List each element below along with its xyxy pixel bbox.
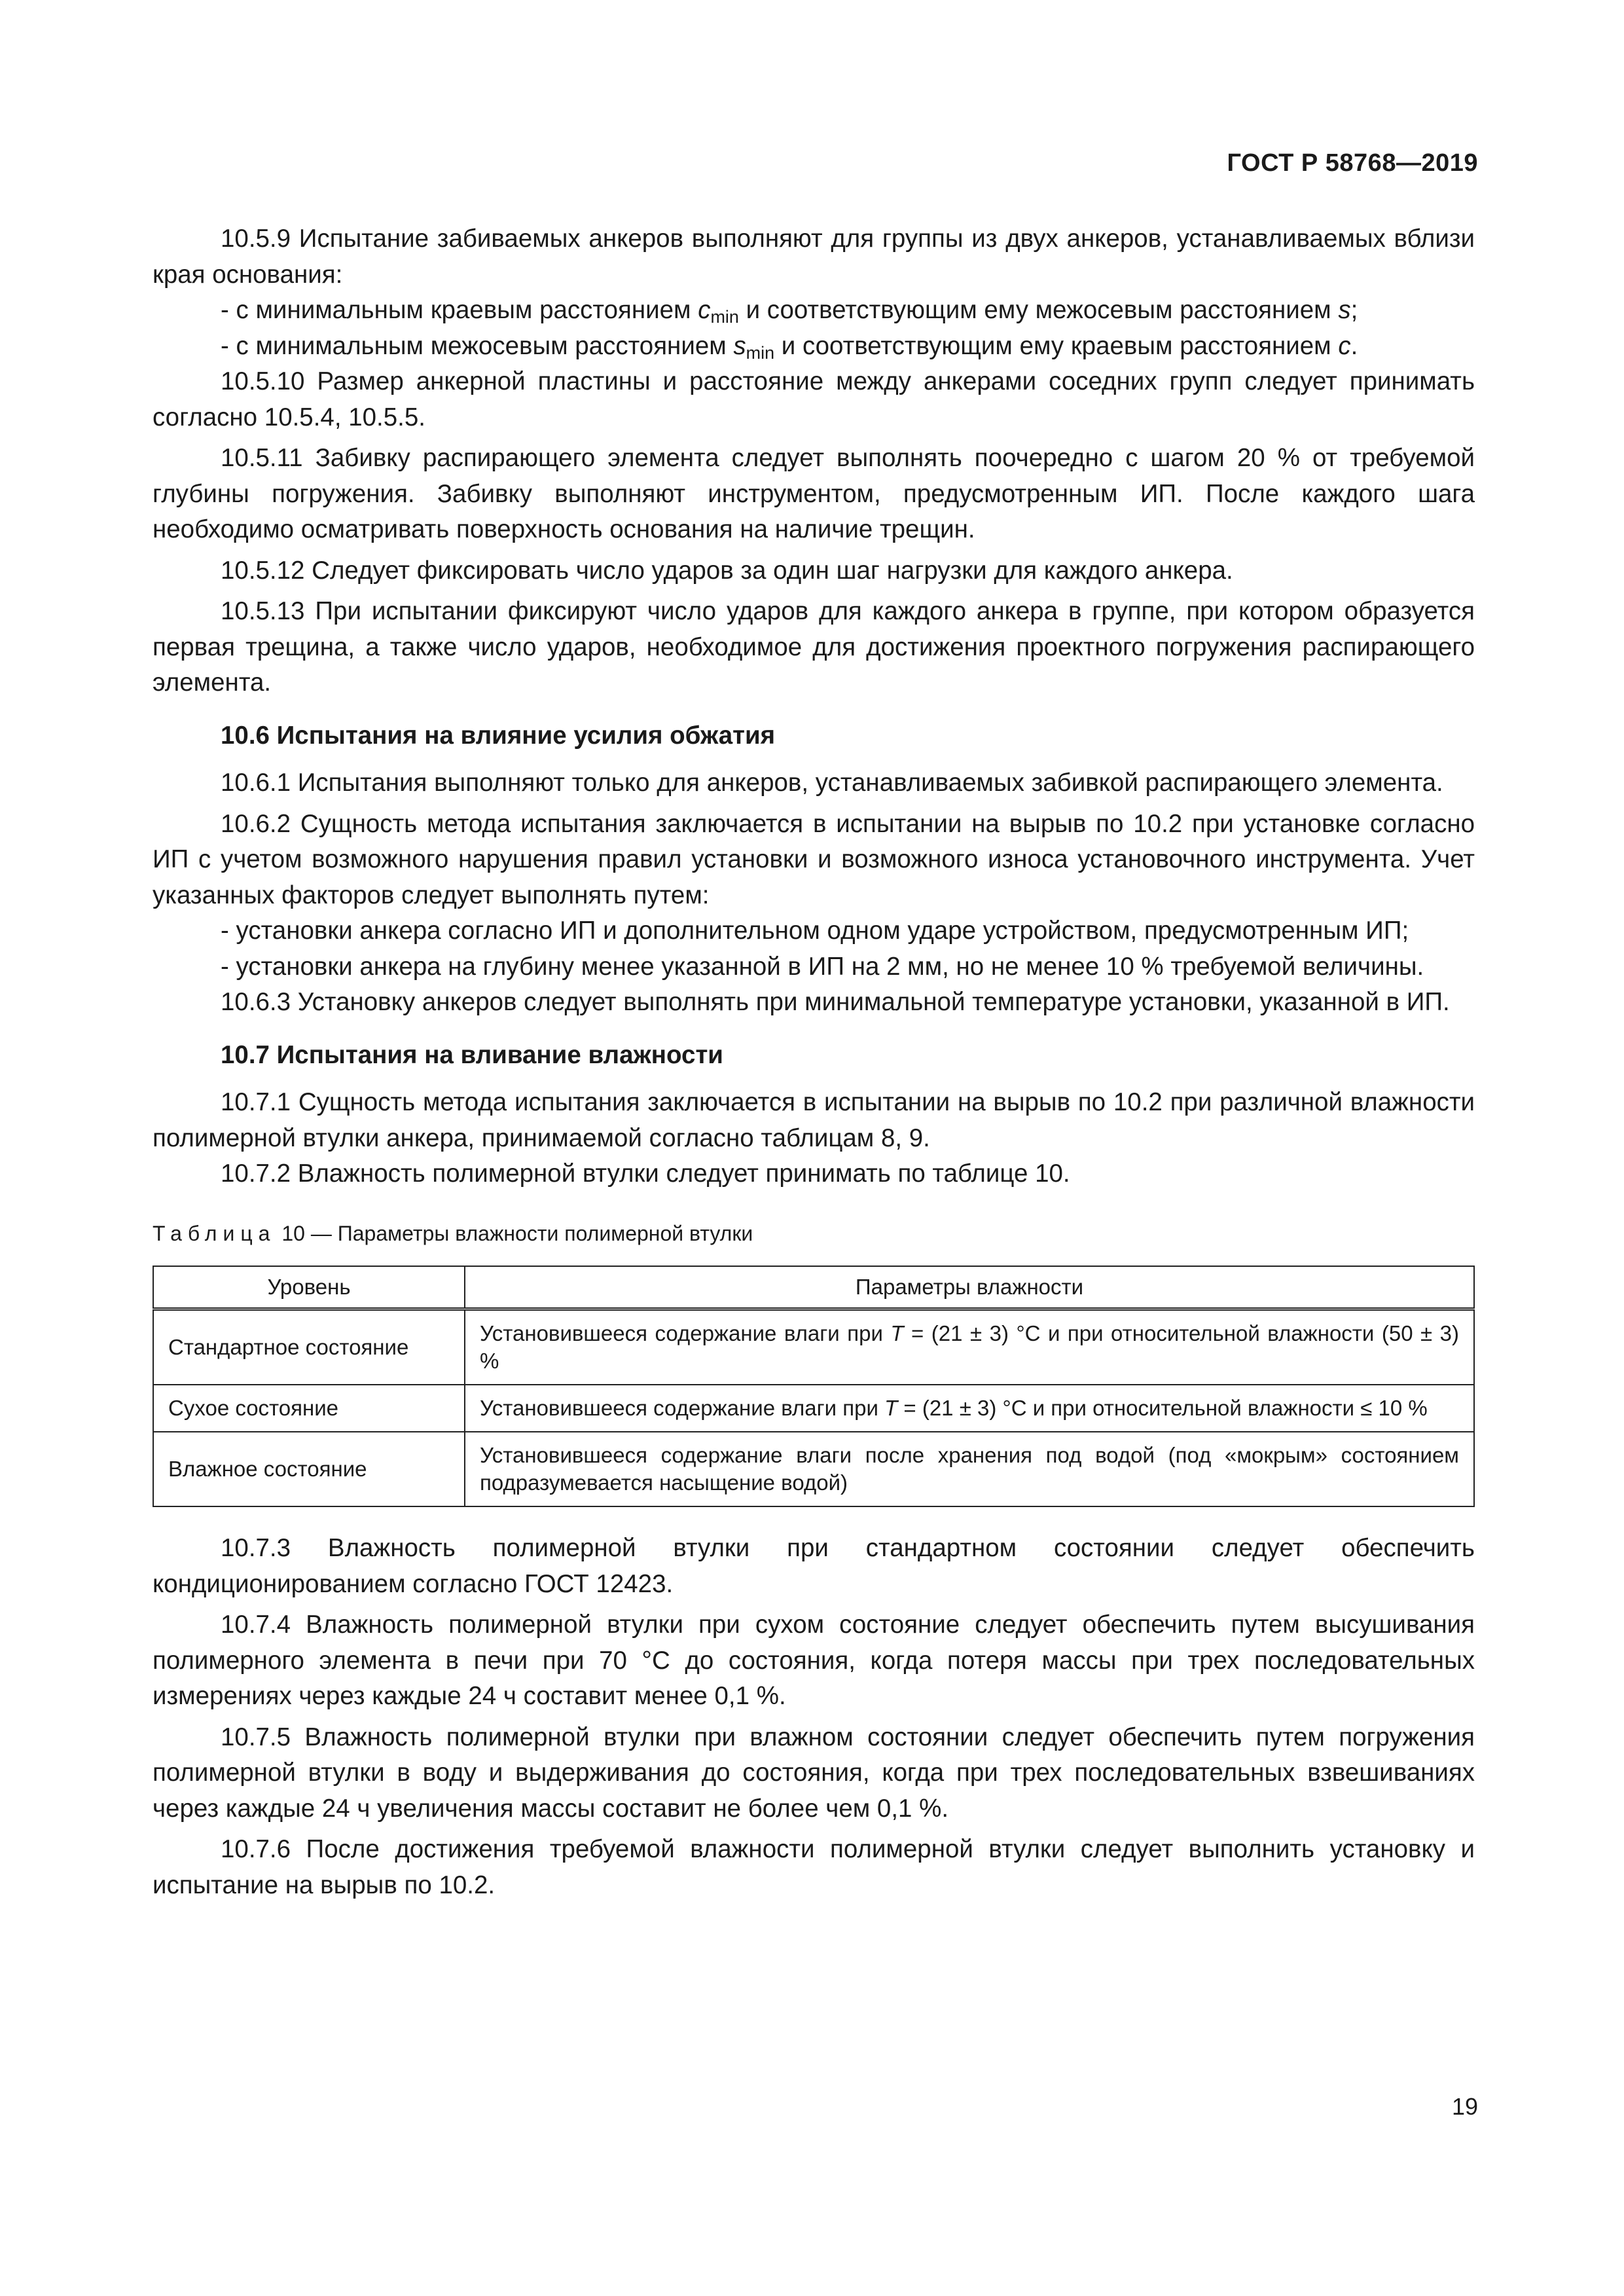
bullet-text: ;	[1350, 296, 1358, 324]
variable-t: T	[890, 1321, 904, 1345]
bullet-min-edge-distance	[153, 293, 1475, 329]
bullet-min-axial-distance	[153, 329, 1475, 365]
table-header-cell: Уровень	[153, 1266, 465, 1309]
paragraph-10-5-10: 10.5.10 Размер анкерной пластины и расстояние между анкерами соседних групп следует принимать согласно 10.5.4, 10.5.5.	[153, 367, 1475, 431]
humidity-parameters-table	[153, 1266, 1475, 1507]
table-cell-level: Влажное состояние	[153, 1432, 465, 1506]
paragraph-10-5-12: 10.5.12 Следует фиксировать число ударов за один шаг нагрузки для каждого анкера.	[221, 556, 1233, 585]
cell-text: = (21 ± 3) °C и при относительной влажности (50 ± 3) %	[480, 1321, 1459, 1373]
table-caption-label: Таблица	[153, 1221, 276, 1245]
table-row	[153, 1432, 1474, 1506]
table-cell-level: Сухое состояние	[153, 1385, 465, 1432]
paragraph-10-6-2: 10.6.2 Сущность метода испытания заключается в испытании на вырыв по 10.2 при установке согласно ИП с учетом возможного нарушения правил установки и возможного износа установочного инструмента. Учет указанных факторов следует выполнять путем:	[153, 809, 1475, 909]
paragraph-10-7-4: 10.7.4 Влажность полимерной втулки при сухом состояние следует обеспечить путем высушивания полимерного элемента в печи при 70 °C до состояния, когда потеря массы при трех последовательных измерениях через каждые 24 ч составит менее 0,1 %.	[153, 1611, 1475, 1710]
paragraph-10-7-5: 10.7.5 Влажность полимерной втулки при влажном состоянии следует обеспечить путем погружения полимерной втулки в воду и выдерживания до состояния, когда при трех последовательных взвешиваниях через каждые 24 ч увеличения массы составит не более чем 0,1 %.	[153, 1722, 1475, 1823]
bullet-extra-impact: - установки анкера согласно ИП и дополнительном одном ударе устройством, предусмотренным ИП;	[221, 917, 1409, 945]
paragraph-10-7-1: 10.7.1 Сущность метода испытания заключается в испытании на вырыв по 10.2 при различной влажности полимерной втулки анкера, принимаемой согласно таблицам 8, 9.	[153, 1088, 1475, 1152]
paragraph-10-7-3: 10.7.3 Влажность полимерной втулки при стандартном состоянии следует обеспечить кондиционированием согласно ГОСТ 12423.	[153, 1534, 1475, 1598]
variable-s: s	[733, 331, 746, 360]
table-caption	[153, 1216, 1475, 1252]
paragraph-10-6-3: 10.6.3 Установку анкеров следует выполнять при минимальной температуре установки, указанной в ИП.	[221, 988, 1450, 1016]
cell-text: = (21 ± 3) °C и при относительной влажности ≤ 10 %	[897, 1396, 1428, 1420]
paragraph-10-7-2: 10.7.2 Влажность полимерной втулки следует принимать по таблице 10.	[221, 1159, 1070, 1188]
variable-s: s	[1338, 296, 1351, 324]
table-caption-text: 10 — Параметры влажности полимерной втулки	[276, 1221, 753, 1245]
document-body	[153, 221, 1475, 1903]
section-heading-10-6: 10.6 Испытания на влияние усилия обжатия	[221, 721, 776, 750]
bullet-text: - с минимальным межосевым расстоянием	[221, 331, 734, 360]
bullet-text: и соответствующим ему краевым расстоянием	[774, 331, 1339, 360]
bullet-text: .	[1350, 331, 1358, 360]
subscript-min: min	[710, 307, 739, 327]
table-row	[153, 1385, 1474, 1432]
document-header-id: ГОСТ Р 58768—2019	[1227, 149, 1478, 177]
table-cell-parameters: Установившееся содержание влаги после хранения под водой (под «мокрым» состоянием подразумевается насыщение водой)	[465, 1432, 1474, 1506]
variable-c: c	[1338, 331, 1351, 360]
cell-text: Установившееся содержание влаги при	[480, 1396, 885, 1420]
paragraph-10-5-9: 10.5.9 Испытание забиваемых анкеров выполняют для группы из двух анкеров, устанавливаемых вблизи края основания:	[153, 225, 1475, 289]
table-cell-parameters	[465, 1309, 1474, 1385]
subscript-min: min	[746, 342, 775, 363]
section-heading-10-7: 10.7 Испытания на вливание влажности	[221, 1040, 723, 1069]
variable-c: c	[698, 296, 711, 324]
table-cell-level: Стандартное состояние	[153, 1309, 465, 1385]
paragraph-10-5-11: 10.5.11 Забивку распирающего элемента следует выполнять поочередно с шагом 20 % от требуемой глубины погружения. Забивку выполняют инструментом, предусмотренным ИП. После каждого шага необходимо осматривать поверхность основания на наличие трещин.	[153, 444, 1475, 543]
variable-t: T	[884, 1396, 898, 1420]
bullet-reduced-depth: - установки анкера на глубину менее указанной в ИП на 2 мм, но не менее 10 % требуемой величины.	[221, 952, 1424, 981]
bullet-text: - с минимальным краевым расстоянием	[221, 296, 698, 324]
table-row	[153, 1309, 1474, 1385]
table-cell-parameters	[465, 1385, 1474, 1432]
bullet-text: и соответствующим ему межосевым расстоянием	[738, 296, 1339, 324]
paragraph-10-7-6: 10.7.6 После достижения требуемой влажности полимерной втулки следует выполнить установку и испытание на вырыв по 10.2.	[153, 1835, 1475, 1899]
table-header-row	[153, 1266, 1474, 1309]
paragraph-10-5-13: 10.5.13 При испытании фиксируют число ударов для каждого анкера в группе, при котором образуется первая трещина, а также число ударов, необходимое для достижения проектного погружения распирающего элемента.	[153, 597, 1475, 697]
paragraph-10-6-1: 10.6.1 Испытания выполняют только для анкеров, устанавливаемых забивкой распирающего элемента.	[221, 769, 1443, 797]
page-number: 19	[1451, 2093, 1478, 2120]
cell-text: Установившееся содержание влаги при	[480, 1321, 891, 1345]
table-header-cell: Параметры влажности	[465, 1266, 1474, 1309]
